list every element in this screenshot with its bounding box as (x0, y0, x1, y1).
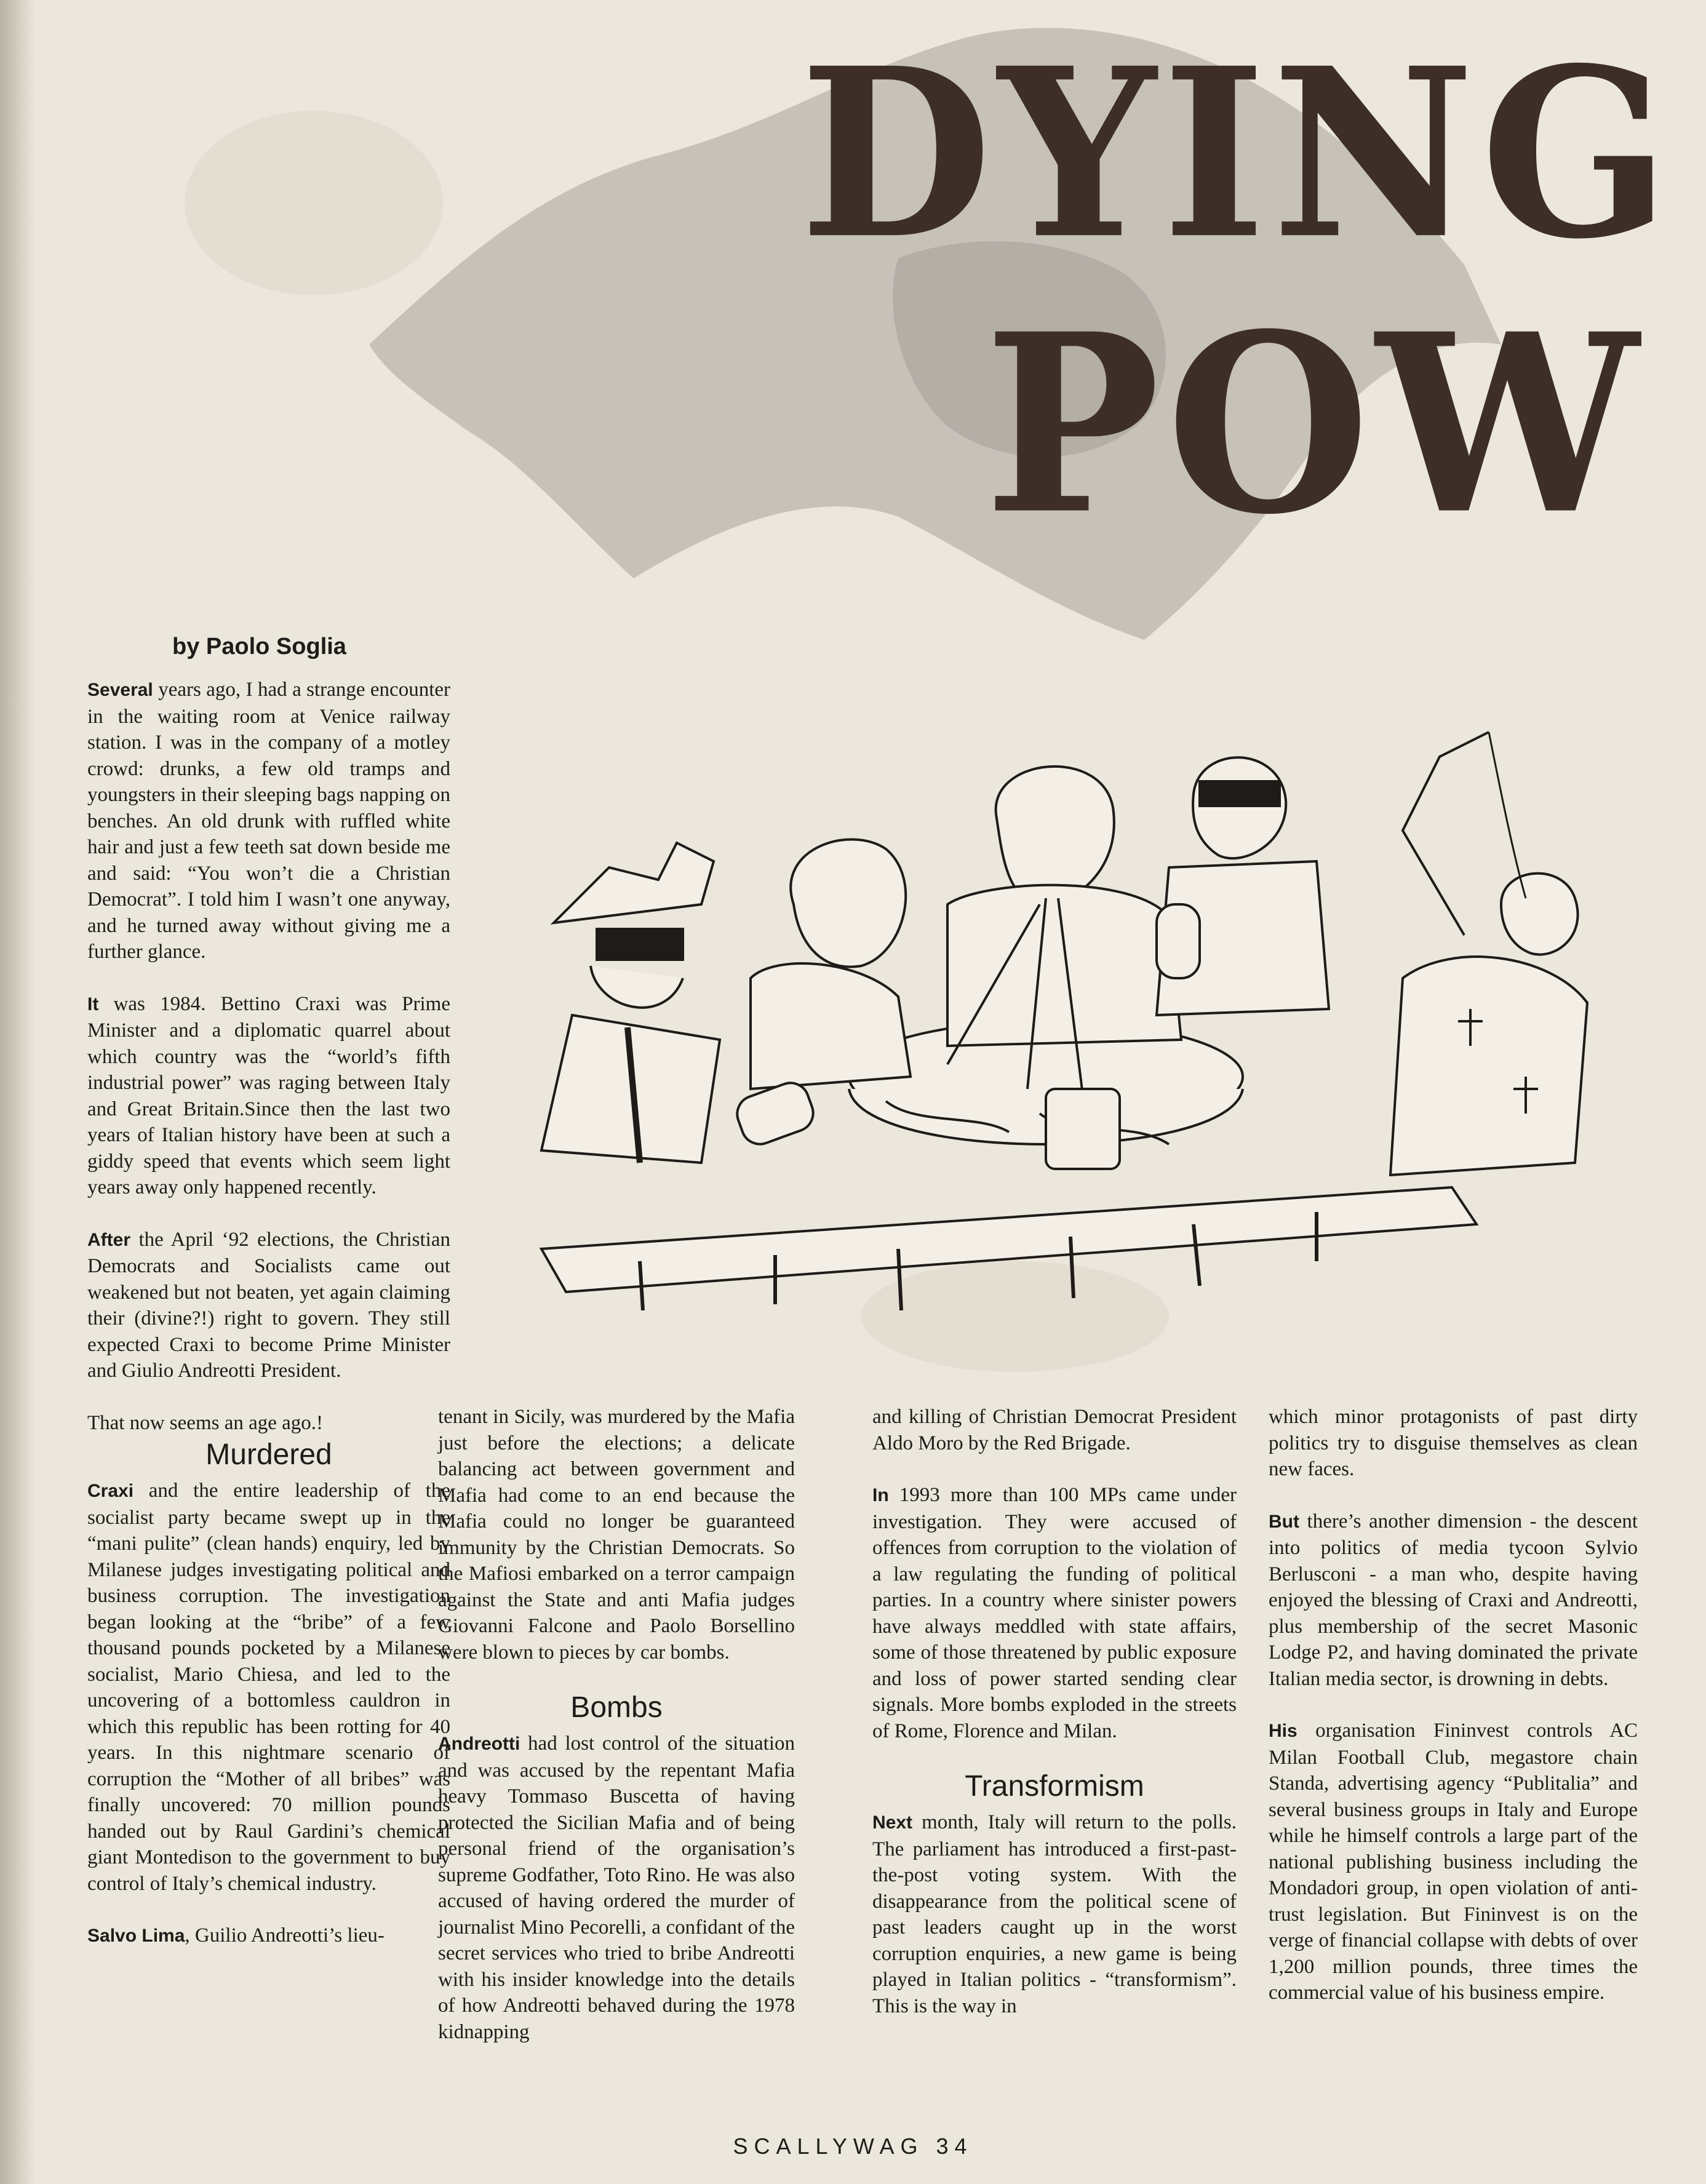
lead-word: But (1269, 1511, 1299, 1532)
column-4 (1269, 1404, 1638, 2006)
page-binding-edge (0, 0, 36, 2184)
lead-word: In (872, 1485, 889, 1505)
column-1 (87, 677, 450, 1950)
figure-priest (1390, 732, 1587, 1175)
paragraph (87, 991, 450, 1201)
paragraph-text: , Guilio Andreotti’s lieu- (185, 1924, 385, 1947)
lead-word: It (87, 994, 99, 1014)
figure-hat-man (541, 843, 720, 1163)
figure-bald-man (751, 839, 911, 1089)
column-2 (438, 1404, 795, 2045)
subheading-transformism: Transformism (965, 1770, 1144, 1803)
paragraph-text: was 1984. Bettino Craxi was Prime Minister and a diplomatic quarrel about which country was the “world’s fifth industrial power” was raging between Italy and Great Britain.Since then the last two years of Italian history have been at such a giddy speed that events which seem light years away only happened recently. (87, 992, 450, 1198)
lead-word: Craxi (87, 1481, 134, 1501)
paragraph-text: the April ‘92 elections, the Christian Democrats and Socialists came out weakened but not beaten, yet again claiming their (divine?!) right to govern. They still expected Craxi to become Prime Minister and Giulio Andreotti President. (87, 1228, 450, 1382)
subheading-bombs: Bombs (570, 1691, 663, 1724)
lead-word: His (1269, 1721, 1297, 1741)
paragraph-text: 1993 more than 100 MPs came under investigation. They were accused of offences from corruption to the violation of a law regulating the funding of political parties. In a country where sinister powers have always meddled with state affairs, some of those threatened by public exposure and loss of power started sending clear signals. More bombs exploded in the streets of Rome, Florence and Milan. (872, 1484, 1237, 1742)
byline: by Paolo Soglia (172, 634, 346, 660)
paragraph-text: years ago, I had a strange encounter in the waiting room at Venice railway station. I was in the company of a motley crowd: drunks, a few old tramps and youngsters in their sleeping bags napping on benches. An old drunk with ruffled white hair and just a few teeth sat down beside me and said: “You won’t die a Christian Democrat”. I told him I wasn’t one anyway, and he turned away without giving me a further glance. (87, 679, 450, 963)
cartoon-illustration (517, 720, 1636, 1317)
paragraph-text: month, Italy will return to the polls. The parliament has introduced a first-past-the-post voting system. With the disappearance from the political scene of past leaders caught up in the worst corruption enquiries, a new game is being played in Italian politics - “transformism”. This is the way in (872, 1811, 1237, 2017)
figure-sunglasses-man (1157, 757, 1329, 1015)
lead-word: After (87, 1229, 131, 1250)
paragraph (87, 1478, 450, 1897)
paragraph (438, 1731, 795, 2045)
paragraph (87, 1923, 450, 1950)
paragraph-text: there’s another dimension - the descent into politics of media tycoon Sylvio Berlusconi - a man who, despite having enjoyed the blessing of Craxi and Andreotti, plus membership of the secret Masonic Lodge P2, and having dominated the private Italian media sector, is drowning in debts. (1269, 1510, 1638, 1690)
lead-word: Salvo Lima (87, 1926, 185, 1946)
paragraph: That now seems an age ago.! (87, 1411, 324, 1434)
paragraph: tenant in Sicily, was murdered by the Mafia just before the elections; a delicate balancing act between government and Mafia had come to an end because the Mafia could no longer be guaranteed immunity by the Christian Democrats. So the Mafiosi embarked on a terror campaign against the State and anti Mafia judges Giovanni Falcone and Paolo Borsellino were blown to pieces by car bombs. (438, 1406, 795, 1664)
lead-word: Next (872, 1812, 913, 1833)
paragraph: which minor protagonists of past dirty politics try to disguise themselves as clean new faces. (1269, 1406, 1638, 1480)
paragraph (87, 1227, 450, 1384)
headline-line-1: DYING (800, 17, 1676, 290)
paragraph (1269, 1718, 1638, 2006)
paragraph (872, 1809, 1237, 2019)
paragraph: and killing of Christian Democrat President Aldo Moro by the Red Brigade. (872, 1406, 1237, 1454)
page-footer: SCALLYWAG 34 (733, 2134, 973, 2159)
column-3 (872, 1404, 1237, 2019)
lead-word: Andreotti (438, 1734, 520, 1754)
paragraph (1269, 1508, 1638, 1692)
subheading-murdered: Murdered (205, 1438, 332, 1471)
lead-word: Several (87, 680, 153, 700)
paragraph-text: had lost control of the situation and was accused by the repentant Mafia heavy Tommaso Buscetta of having protected the Sicilian Mafia and of being personal friend of the organisation’s supreme Godfather, Toto Rino. He was also accused of having ordered the murder of journalist Mino Pecorelli, a confidant of the secret services who tried to bribe Andreotti with his insider knowledge into the details of how Andreotti behaved during the 1978 kidnapping (438, 1732, 795, 2043)
paragraph-text: organisation Fininvest controls AC Milan Football Club, megastore chain Standa, advertising agency “Publitalia” and several business groups in Italy and Europe while he himself controls a large part of the national publishing business including the Mondadori group, in open violation of anti-trust legislation. But Fininvest is on the verge of financial collapse with debts of over 1,200 million pounds, three times the commercial value of his business empire. (1269, 1720, 1638, 2004)
paragraph-text: and the entire leadership of the socialist party became swept up in the “mani pulite” (clean hands) enquiry, led by Milanese judges investigating political and business corruption. The investigation began looking at the “bribe” of a few thousand pounds pocketed by a Milanese socialist, Mario Chiesa, and led to the uncovering of a bottomless cauldron in which this republic has been rotting for 40 years. In this nightmare scenario of corruption the “Mother of all bribes” was finally uncovered: 70 million pounds handed out by Raul Gardini’s chemical giant Montedison to the government to buy control of Italy’s chemical industry. (87, 1480, 450, 1895)
paragraph (872, 1482, 1237, 1744)
headline-line-2: POW (984, 279, 1645, 569)
paragraph (87, 677, 450, 965)
